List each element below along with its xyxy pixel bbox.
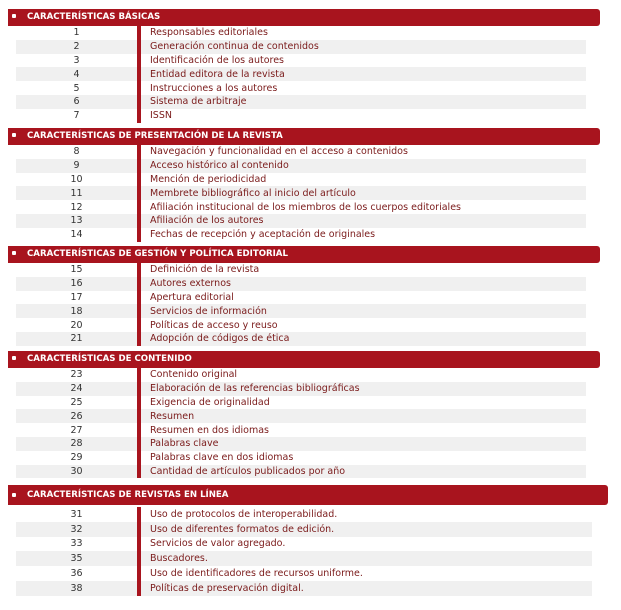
item-text: Buscadores. xyxy=(150,553,208,565)
criteria-list xyxy=(16,368,586,478)
item-number: 14 xyxy=(70,229,83,241)
section-header xyxy=(8,128,600,145)
accent-line xyxy=(137,263,141,346)
criteria-list xyxy=(16,263,586,346)
item-number: 7 xyxy=(73,110,80,122)
list-item xyxy=(16,200,586,214)
list-item xyxy=(16,81,586,95)
list-item xyxy=(16,263,586,277)
list-item xyxy=(16,318,586,332)
list-item xyxy=(16,551,592,566)
list-item xyxy=(16,304,586,318)
item-number: 15 xyxy=(70,264,83,276)
list-item xyxy=(16,507,592,522)
item-number: 32 xyxy=(70,523,83,535)
item-number: 8 xyxy=(73,146,80,158)
item-number: 38 xyxy=(70,582,83,594)
list-item xyxy=(16,382,586,396)
list-item xyxy=(16,522,592,537)
item-text: Autores externos xyxy=(150,278,231,290)
item-number: 10 xyxy=(70,173,83,185)
item-number: 18 xyxy=(70,305,83,317)
bullet-icon xyxy=(12,14,16,18)
criteria-list xyxy=(16,507,592,596)
item-number: 4 xyxy=(73,68,80,80)
item-number: 27 xyxy=(70,424,83,436)
item-text: Navegación y funcionalidad en el acceso a contenidos xyxy=(150,146,408,158)
criteria-list xyxy=(16,145,586,242)
list-item xyxy=(16,159,586,173)
item-text: Identificación de los autores xyxy=(150,54,284,66)
item-text: Adopción de códigos de ética xyxy=(150,333,290,345)
list-item xyxy=(16,54,586,68)
item-text: Fechas de recepción y aceptación de originales xyxy=(150,229,376,241)
item-text: Políticas de acceso y reuso xyxy=(150,319,278,331)
item-number: 26 xyxy=(70,410,83,422)
item-text: Afiliación institucional de los miembros de los cuerpos editoriales xyxy=(150,201,461,213)
item-number: 24 xyxy=(70,383,83,395)
section-title: CARACTERÍSTICAS DE REVISTAS EN LÍNEA xyxy=(27,490,229,500)
section-header xyxy=(8,9,600,26)
list-item xyxy=(16,145,586,159)
list-item xyxy=(16,409,586,423)
item-text: Afiliación de los autores xyxy=(150,215,264,227)
list-item xyxy=(16,228,586,242)
item-text: Generación continua de contenidos xyxy=(150,41,319,53)
item-number: 1 xyxy=(73,27,80,39)
list-item xyxy=(16,465,586,479)
section-gestion xyxy=(8,246,600,346)
item-number: 9 xyxy=(73,160,80,172)
item-number: 11 xyxy=(70,187,83,199)
accent-line xyxy=(137,368,141,478)
item-text: Responsables editoriales xyxy=(150,27,268,39)
item-number: 2 xyxy=(73,41,80,53)
item-text: Palabras clave en dos idiomas xyxy=(150,452,294,464)
section-contenido xyxy=(8,351,600,478)
section-revistas-en-linea xyxy=(8,485,608,596)
section-basicas xyxy=(8,9,600,123)
item-number: 30 xyxy=(70,465,83,477)
item-text: Elaboración de las referencias bibliográficas xyxy=(150,383,360,395)
item-text: Definición de la revista xyxy=(150,264,260,276)
item-text: Mención de periodicidad xyxy=(150,173,267,185)
item-text: Uso de protocolos de interoperabilidad. xyxy=(150,508,338,520)
bullet-icon xyxy=(12,133,16,137)
bullet-icon xyxy=(12,493,16,497)
list-item xyxy=(16,95,586,109)
accent-line xyxy=(137,507,141,596)
section-title: CARACTERÍSTICAS DE CONTENIDO xyxy=(27,354,192,364)
item-number: 13 xyxy=(70,215,83,227)
item-number: 5 xyxy=(73,82,80,94)
section-header xyxy=(8,485,608,505)
criteria-list xyxy=(16,26,586,123)
list-item xyxy=(16,277,586,291)
item-number: 36 xyxy=(70,568,83,580)
section-title: CARACTERÍSTICAS DE GESTIÓN Y POLÍTICA EDITORIAL xyxy=(27,249,288,259)
item-number: 12 xyxy=(70,201,83,213)
bullet-icon xyxy=(12,251,16,255)
item-number: 35 xyxy=(70,553,83,565)
item-number: 20 xyxy=(70,319,83,331)
item-number: 31 xyxy=(70,508,83,520)
item-number: 16 xyxy=(70,278,83,290)
list-item xyxy=(16,109,586,123)
list-item xyxy=(16,396,586,410)
item-text: Servicios de información xyxy=(150,305,267,317)
section-presentacion xyxy=(8,128,600,242)
list-item xyxy=(16,214,586,228)
item-text: ISSN xyxy=(150,110,172,122)
accent-line xyxy=(137,26,141,123)
item-text: Resumen en dos idiomas xyxy=(150,424,269,436)
list-item xyxy=(16,291,586,305)
item-text: Uso de diferentes formatos de edición. xyxy=(150,523,335,535)
item-number: 33 xyxy=(70,538,83,550)
item-text: Políticas de preservación digital. xyxy=(150,582,304,594)
list-item xyxy=(16,537,592,552)
item-number: 28 xyxy=(70,438,83,450)
item-text: Entidad editora de la revista xyxy=(150,68,285,80)
item-number: 17 xyxy=(70,291,83,303)
list-item xyxy=(16,581,592,596)
section-title: CARACTERÍSTICAS BÁSICAS xyxy=(27,12,161,22)
list-item xyxy=(16,437,586,451)
item-text: Uso de identificadores de recursos uniforme. xyxy=(150,568,363,580)
list-item xyxy=(16,332,586,346)
item-number: 3 xyxy=(73,54,80,66)
list-item xyxy=(16,67,586,81)
item-text: Cantidad de artículos publicados por año xyxy=(150,465,346,477)
section-title: CARACTERÍSTICAS DE PRESENTACIÓN DE LA REVISTA xyxy=(27,131,283,141)
item-number: 29 xyxy=(70,452,83,464)
item-number: 23 xyxy=(70,369,83,381)
bullet-icon xyxy=(12,356,16,360)
item-text: Servicios de valor agregado. xyxy=(150,538,286,550)
accent-line xyxy=(137,145,141,242)
item-number: 21 xyxy=(70,333,83,345)
item-text: Sistema de arbitraje xyxy=(150,96,247,108)
list-item xyxy=(16,173,586,187)
list-item xyxy=(16,566,592,581)
list-item xyxy=(16,186,586,200)
item-text: Contenido original xyxy=(150,369,238,381)
list-item xyxy=(16,40,586,54)
item-text: Resumen xyxy=(150,410,195,422)
item-text: Membrete bibliográfico al inicio del artículo xyxy=(150,187,356,199)
list-item xyxy=(16,368,586,382)
section-header xyxy=(8,351,600,368)
item-text: Acceso histórico al contenido xyxy=(150,160,289,172)
item-number: 25 xyxy=(70,396,83,408)
item-text: Palabras clave xyxy=(150,438,219,450)
item-text: Exigencia de originalidad xyxy=(150,396,270,408)
list-item xyxy=(16,26,586,40)
item-number: 6 xyxy=(73,96,80,108)
section-header xyxy=(8,246,600,263)
list-item xyxy=(16,451,586,465)
item-text: Instrucciones a los autores xyxy=(150,82,278,94)
list-item xyxy=(16,423,586,437)
item-text: Apertura editorial xyxy=(150,291,234,303)
